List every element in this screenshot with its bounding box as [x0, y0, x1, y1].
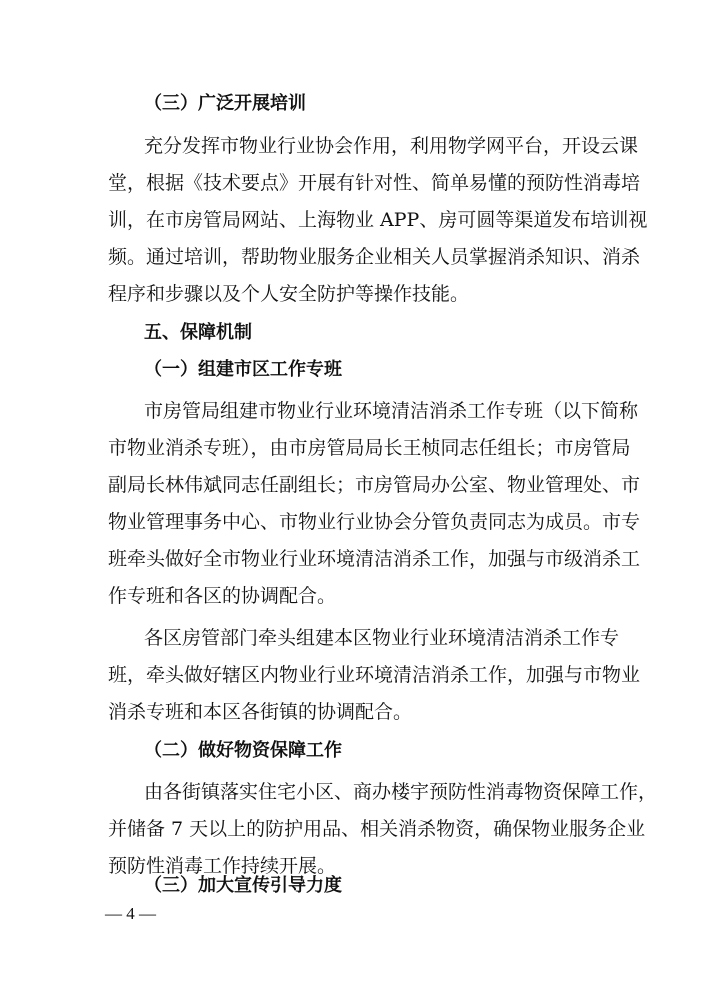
- paragraph-line: [0, 774, 706, 810]
- heading-text: （二）做好物资保障工作: [144, 740, 342, 761]
- paragraph-text: 程序和步骤以及个人安全防护等操作技能。: [108, 283, 470, 305]
- paragraph-line: [0, 430, 706, 466]
- page-number: — 4 —: [105, 904, 156, 923]
- paragraph-text: 堂，根据《技术要点》开展有针对性、简单易懂的预防性消毒培: [108, 172, 641, 194]
- paragraph-text: 并储备 7 天以上的防护用品、相关消杀物资，确保物业服务企业: [108, 818, 646, 840]
- paragraph-text: 充分发挥市物业行业协会作用，利用物学网平台，开设云课: [144, 135, 639, 157]
- paragraph-line: [0, 239, 706, 275]
- paragraph-text: 班，牵头做好辖区内物业行业环境清洁消杀工作，加强与市物业: [108, 664, 641, 686]
- heading-publicity: [0, 868, 706, 904]
- paragraph-text: 物业管理事务中心、市物业行业协会分管负责同志为成员。市专: [108, 511, 641, 533]
- paragraph-line: [0, 578, 706, 614]
- paragraph-text: 频。通过培训，帮助物业服务企业相关人员掌握消杀知识、消杀: [108, 246, 641, 268]
- paragraph-line: [0, 657, 706, 693]
- paragraph-text: 消杀专班和本区各街镇的协调配合。: [108, 701, 413, 723]
- heading-task-force: [0, 352, 706, 388]
- paragraph-line: [0, 202, 706, 238]
- paragraph-text: 班牵头做好全市物业行业环境清洁消杀工作，加强与市级消杀工: [108, 548, 641, 570]
- heading-text: （三）加大宣传引导力度: [144, 875, 342, 896]
- paragraph-text: 各区房管部门牵头组建本区物业行业环境清洁消杀工作专: [144, 627, 620, 649]
- heading-text: （一）组建市区工作专班: [144, 359, 342, 380]
- paragraph-text: 预防性消毒工作持续开展。: [108, 855, 337, 877]
- heading-text: （三）广泛开展培训: [144, 93, 306, 114]
- paragraph-text: 市物业消杀专班），由市房管局局长王桢同志任组长；市房管局: [108, 437, 631, 459]
- paragraph-line: [0, 128, 706, 164]
- paragraph-line: [0, 811, 706, 847]
- paragraph-line: [0, 504, 706, 540]
- paragraph-line: [0, 165, 706, 201]
- heading-guarantee: [0, 315, 706, 351]
- heading-text: 五、保障机制: [144, 322, 252, 343]
- paragraph-line: [0, 276, 706, 312]
- paragraph-line: [0, 694, 706, 730]
- paragraph-text: 由各街镇落实住宅小区、商办楼宇预防性消毒物资保障工作，: [144, 781, 658, 803]
- heading-training: [0, 86, 706, 122]
- paragraph-line: [0, 393, 706, 429]
- paragraph-text: 副局长林伟斌同志任副组长；市房管局办公室、物业管理处、市: [108, 474, 641, 496]
- paragraph-line: [0, 620, 706, 656]
- paragraph-text: 作专班和各区的协调配合。: [108, 585, 337, 607]
- paragraph-text: 训，在市房管局网站、上海物业 APP、房可圆等渠道发布培训视: [108, 209, 648, 231]
- paragraph-line: [0, 541, 706, 577]
- paragraph-text: 市房管局组建市物业行业环境清洁消杀工作专班（以下简称: [144, 400, 639, 422]
- heading-materials: [0, 733, 706, 769]
- paragraph-line: [0, 467, 706, 503]
